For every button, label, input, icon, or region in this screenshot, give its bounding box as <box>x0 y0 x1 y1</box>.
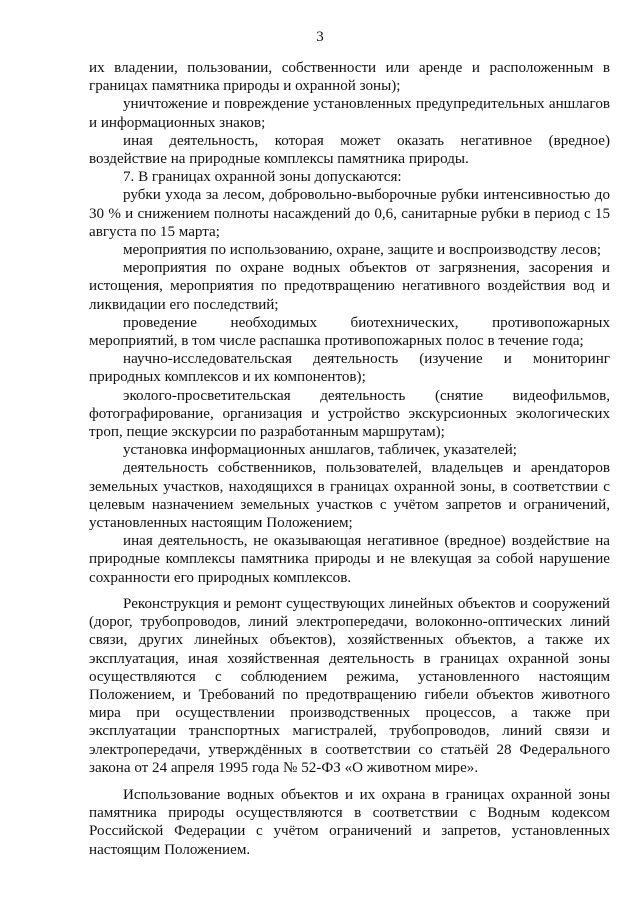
paragraph-14: Реконструкция и ремонт существующих линейных объектов и сооружений (дорог, трубопроводов, линий электропередачи, волоконно-оптических линий связи, других линейных объектов), хозяйственных объектов, а также их эксплуатация, иная хозяйственная деятельность в границах охранной зоны осуществляются с соблюдением режима, установленного настоящим Положением, и Требований по предотвращению гибели объектов животного мира при осуществлении производственных процессов, а также при эксплуатации транспортных магистралей, трубопроводов, линий связи и электропередачи, утверждённых в соответствии со статьёй 28 Федерального закона от 24 апреля 1995 года № 52-ФЗ «О животном мире». <box>89 595 610 776</box>
paragraph-13: иная деятельность, не оказывающая негативное (вредное) воздействие на природные комплексы памятника природы и не влекущая за собой нарушение сохранности его природных комплексов. <box>89 533 610 586</box>
paragraph-2: уничтожение и повреждение установленных предупредительных аншлагов и информационных знаков; <box>89 96 610 131</box>
paragraph-6: мероприятия по использованию, охране, защите и воспроизводству лесов; <box>123 242 602 259</box>
paragraph-3: иная деятельность, которая может оказать негативное (вредное) воздействие на природные комплексы памятника природы. <box>89 132 610 168</box>
paragraph-11: установка информационных аншлагов, табличек, указателей; <box>123 442 517 459</box>
paragraph-8: проведение необходимых биотехнических, противопожарных мероприятий, в том числе распашка противопожарных полос в течение года; <box>89 314 610 350</box>
document-body <box>89 59 610 859</box>
paragraph-9: научно-исследовательская деятельность (изучение и мониторинг природных комплексов и их компонентов); <box>89 351 610 386</box>
page-number: 3 <box>316 29 324 45</box>
paragraph-15: Использование водных объектов и их охрана в границах охранной зоны памятника природы осуществляются в соответствии с Водным кодексом Российской Федерации с учётом ограничений и запретов, установленных настоящим Положением. <box>89 786 610 858</box>
paragraph-12: деятельность собственников, пользователей, владельцев и арендаторов земельных участков, находящихся в границах охранной зоны, в соответствии с целевым назначением земельных участков с учётом запретов и ограничений, установленных настоящим Положением; <box>89 460 610 532</box>
paragraph-5: рубки ухода за лесом, добровольно-выборочные рубки интенсивностью до 30 % и снижением полноты насаждений до 0,6, санитарные рубки в период с 15 августа по 15 марта; <box>89 187 610 240</box>
paragraph-7: мероприятия по охране водных объектов от загрязнения, засорения и истощения, мероприятия по предотвращению негативного воздействия вод и ликвидации его последствий; <box>89 260 610 313</box>
paragraph-10: эколого-просветительская деятельность (снятие видеофильмов, фотографирование, организация и устройство экскурсионных экологических троп, пещие экскурсии по разработанным маршрутам); <box>89 387 610 441</box>
paragraph-1: их владении, пользовании, собственности или аренде и расположенным в границах памятника природы и охранной зоны); <box>89 60 610 95</box>
paragraph-4: 7. В границах охранной зоны допускаются: <box>123 169 402 186</box>
